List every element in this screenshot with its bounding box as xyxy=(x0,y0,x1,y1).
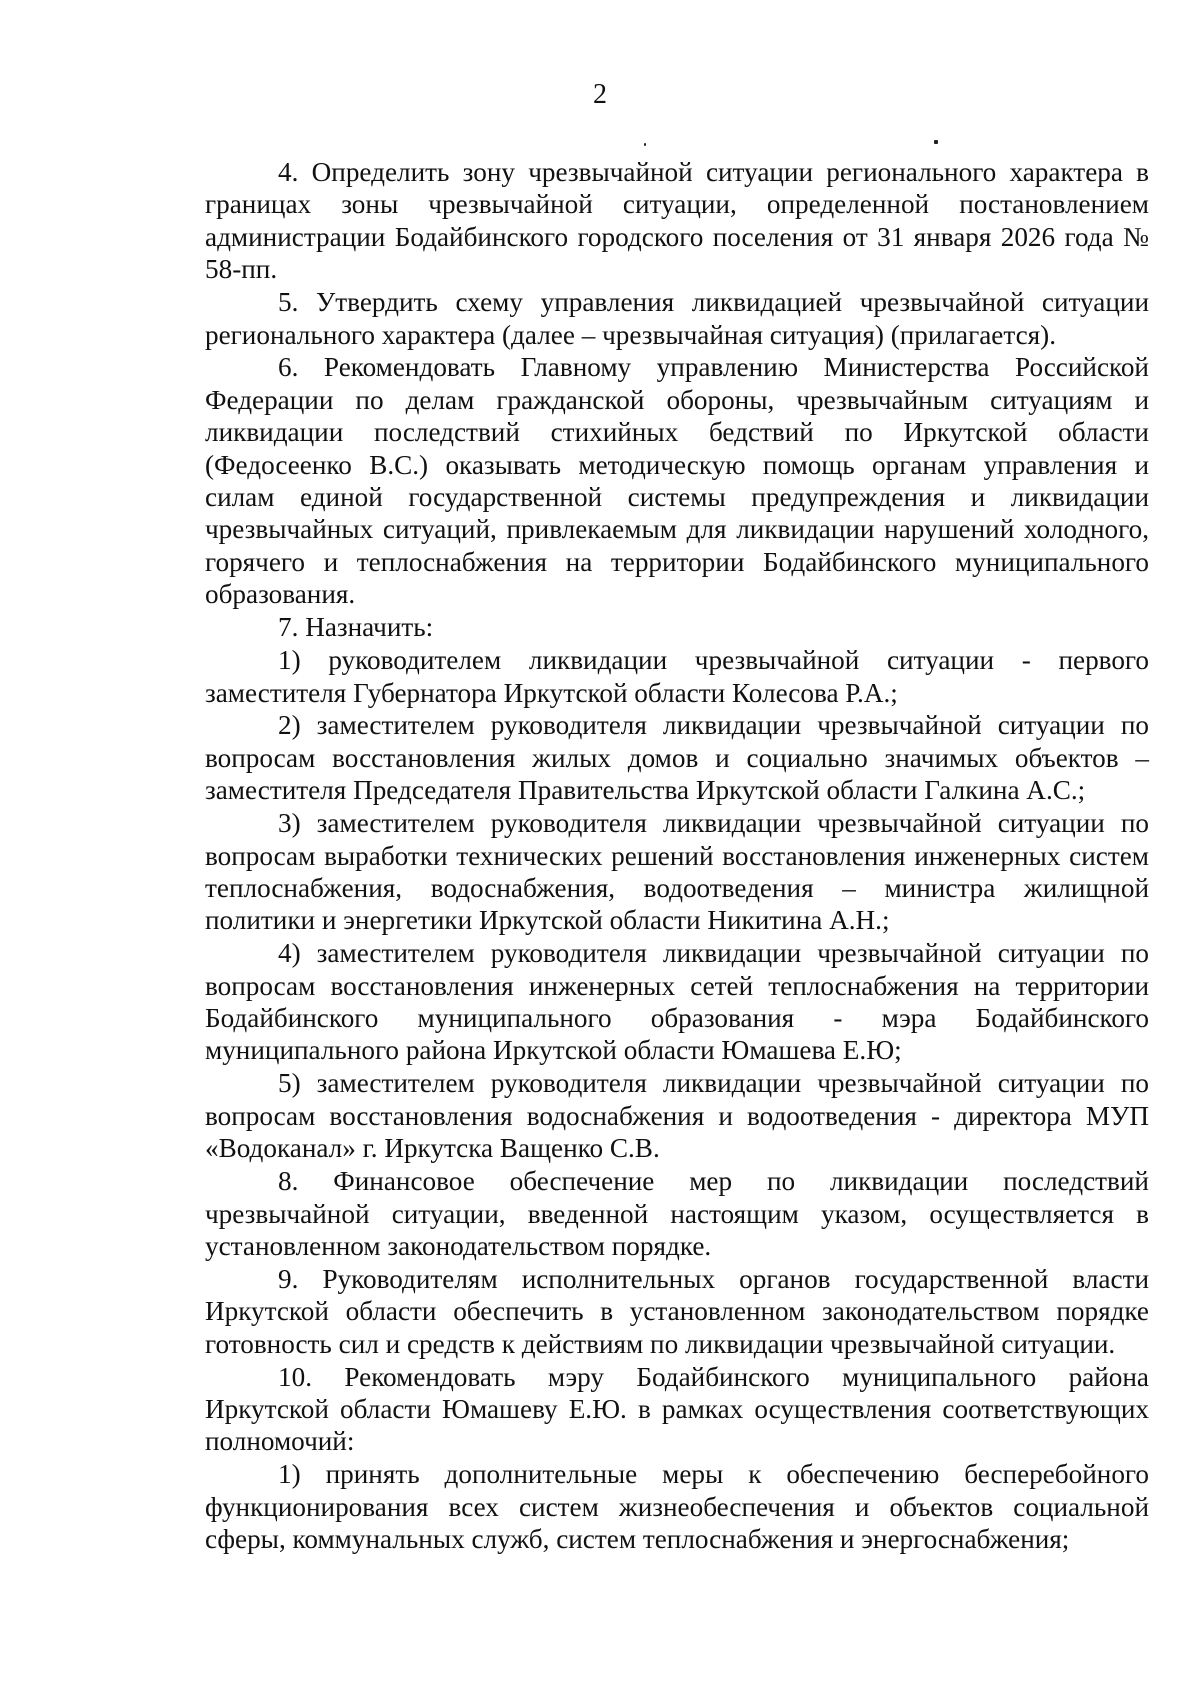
paragraph-7: 7. Назначить: xyxy=(278,612,434,643)
document-body xyxy=(205,156,1149,1556)
paragraph-9: 9. Руководителям исполнительных органов государственной власти Иркутской области обеспечить в установленном законодательством порядке готовность сил и средств к действиям по ликвидации чрезвычайной ситуации. xyxy=(205,1263,1149,1359)
paragraph-5: 5. Утвердить схему управления ликвидацией чрезвычайной ситуации регионального характера (далее – чрезвычайная ситуация) (прилагается). xyxy=(205,287,1149,350)
paragraph-6: 6. Рекомендовать Главному управлению Министерства Российской Федерации по делам гражданской обороны, чрезвычайным ситуациям и ликвидации последствий стихийных бедствий по Иркутской области (Федосеенко В.С.) оказывать методическую помощь органам управления и силам единой государственной системы предупреждения и ликвидации чрезвычайных ситуаций, привлекаемым для ликвидации нарушений холодного, горячего и теплоснабжения на территории Бодайбинского муниципального образования. xyxy=(205,352,1149,610)
paragraph-10: 10. Рекомендовать мэру Бодайбинского муниципального района Иркутской области Юмашеву Е.Ю. в рамках осуществления соответствующих полномочий: xyxy=(205,1361,1149,1457)
paragraph-7-item-5: 5) заместителем руководителя ликвидации чрезвычайной ситуации по вопросам восстановления водоснабжения и водоотведения - директора МУП «Водоканал» г. Иркутска Ващенко С.В. xyxy=(205,1068,1149,1164)
paragraph-7-item-1: 1) руководителем ликвидации чрезвычайной ситуации - первого заместителя Губернатора Иркутской области Колесова Р.А.; xyxy=(205,645,1149,708)
paragraph-7-item-2: 2) заместителем руководителя ликвидации чрезвычайной ситуации по вопросам восстановления жилых домов и социально значимых объектов – заместителя Председателя Правительства Иркутской области Галкина А.С.; xyxy=(205,710,1149,806)
paragraph-4: 4. Определить зону чрезвычайной ситуации регионального характера в границах зоны чрезвычайной ситуации, определенной постановлением администрации Бодайбинского городского поселения от 31 января 2026 года № 58-пп. xyxy=(205,157,1149,285)
paragraph-8: 8. Финансовое обеспечение мер по ликвидации последствий чрезвычайной ситуации, введенной настоящим указом, осуществляется в установленном законодательством порядке. xyxy=(205,1166,1149,1261)
paragraph-10-item-1: 1) принять дополнительные меры к обеспечению бесперебойного функционирования всех систем жизнеобеспечения и объектов социальной сферы, коммунальных служб, систем теплоснабжения и энергоснабжения; xyxy=(205,1459,1149,1555)
scan-speck xyxy=(934,140,938,144)
paragraph-7-item-4: 4) заместителем руководителя ликвидации чрезвычайной ситуации по вопросам восстановления инженерных сетей теплоснабжения на территории Бодайбинского муниципального образования - мэра Бодайбинского муниципального района Иркутской области Юмашева Е.Ю; xyxy=(205,938,1149,1066)
scan-speck xyxy=(644,143,646,146)
page-number: 2 xyxy=(593,79,607,110)
paragraph-7-item-3: 3) заместителем руководителя ликвидации чрезвычайной ситуации по вопросам выработки технических решений восстановления инженерных систем теплоснабжения, водоснабжения, водоотведения – министра жилищной политики и энергетики Иркутской области Никитина А.Н.; xyxy=(205,808,1149,936)
